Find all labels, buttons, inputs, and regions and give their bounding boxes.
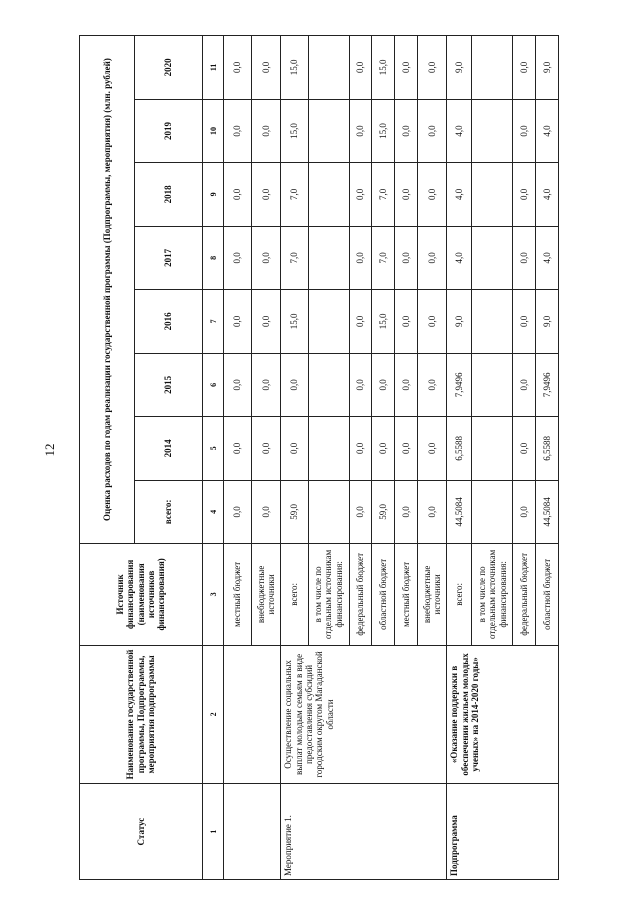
value-cell: 0,0 bbox=[395, 36, 418, 100]
value-cell: 0,0 bbox=[251, 36, 281, 100]
value-cell: 0,0 bbox=[349, 99, 372, 162]
value-cell: 0,0 bbox=[417, 290, 447, 353]
source-cell: всего: bbox=[281, 544, 308, 646]
value-cell: 0,0 bbox=[513, 353, 536, 416]
value-cell: 0,0 bbox=[251, 99, 281, 162]
value-cell bbox=[472, 480, 513, 543]
value-cell: 0,0 bbox=[224, 226, 251, 289]
value-cell: 0,0 bbox=[417, 99, 447, 162]
page-number: 12 bbox=[42, 443, 57, 457]
value-cell: 15,0 bbox=[281, 290, 308, 353]
value-cell: 0,0 bbox=[349, 226, 372, 289]
index-cell: 8 bbox=[202, 226, 224, 289]
table-row bbox=[447, 36, 472, 880]
value-cell: 0,0 bbox=[395, 163, 418, 226]
value-cell: 0,0 bbox=[395, 290, 418, 353]
value-cell: 0,0 bbox=[224, 480, 251, 543]
index-cell: 3 bbox=[202, 544, 224, 646]
value-cell: 0,0 bbox=[513, 36, 536, 100]
value-cell: 15,0 bbox=[281, 36, 308, 100]
value-cell bbox=[308, 226, 349, 289]
value-cell bbox=[472, 36, 513, 100]
value-cell: 15,0 bbox=[372, 99, 395, 162]
value-cell: 4,0 bbox=[536, 163, 559, 226]
value-cell: 4,0 bbox=[536, 99, 559, 162]
value-cell: 0,0 bbox=[349, 480, 372, 543]
value-cell: 7,9496 bbox=[536, 353, 559, 416]
source-cell: внебюджетные источники bbox=[417, 544, 447, 646]
value-cell: 0,0 bbox=[224, 36, 251, 100]
value-cell: 6,5588 bbox=[536, 417, 559, 480]
index-cell: 4 bbox=[202, 480, 224, 543]
value-cell: 0,0 bbox=[513, 226, 536, 289]
value-cell: 0,0 bbox=[395, 417, 418, 480]
source-cell: местный бюджет bbox=[224, 544, 251, 646]
index-row bbox=[202, 36, 224, 880]
value-cell: 0,0 bbox=[224, 163, 251, 226]
value-cell: 0,0 bbox=[224, 417, 251, 480]
rotated-table-container bbox=[79, 35, 559, 880]
value-cell: 7,0 bbox=[281, 163, 308, 226]
value-cell: 0,0 bbox=[251, 163, 281, 226]
value-cell: 59,0 bbox=[372, 480, 395, 543]
value-cell: 0,0 bbox=[349, 290, 372, 353]
value-cell: 0,0 bbox=[513, 99, 536, 162]
value-cell: 0,0 bbox=[349, 36, 372, 100]
value-cell bbox=[308, 353, 349, 416]
value-cell: 0,0 bbox=[349, 163, 372, 226]
header-year-2018: 2018 bbox=[134, 163, 202, 226]
value-cell: 9,0 bbox=[447, 290, 472, 353]
value-cell bbox=[308, 163, 349, 226]
source-cell: федеральный бюджет bbox=[349, 544, 372, 646]
value-cell: 0,0 bbox=[224, 290, 251, 353]
value-cell: 15,0 bbox=[372, 290, 395, 353]
value-cell: 59,0 bbox=[281, 480, 308, 543]
value-cell: 15,0 bbox=[372, 36, 395, 100]
value-cell: 0,0 bbox=[417, 480, 447, 543]
source-cell: федеральный бюджет bbox=[513, 544, 536, 646]
header-estimate: Оценка расходов по годам реализации государственной программы (Подпрограммы, мероприятия) (млн. рублей) bbox=[80, 36, 135, 544]
value-cell: 4,0 bbox=[447, 99, 472, 162]
value-cell: 7,0 bbox=[372, 163, 395, 226]
value-cell bbox=[472, 163, 513, 226]
header-year-2017: 2017 bbox=[134, 226, 202, 289]
value-cell: 0,0 bbox=[417, 417, 447, 480]
source-cell: в том числе по отдельным источникам финансирования: bbox=[308, 544, 349, 646]
value-cell: 0,0 bbox=[372, 417, 395, 480]
value-cell: 0,0 bbox=[224, 99, 251, 162]
source-cell: областной бюджет bbox=[372, 544, 395, 646]
value-cell: 0,0 bbox=[251, 226, 281, 289]
header-year-2016: 2016 bbox=[134, 290, 202, 353]
value-cell bbox=[472, 226, 513, 289]
value-cell bbox=[472, 353, 513, 416]
value-cell: 0,0 bbox=[224, 353, 251, 416]
budget-table bbox=[79, 35, 559, 880]
value-cell bbox=[308, 290, 349, 353]
value-cell: 0,0 bbox=[281, 353, 308, 416]
value-cell: 9,0 bbox=[447, 36, 472, 100]
value-cell: 0,0 bbox=[395, 226, 418, 289]
source-cell: местный бюджет bbox=[395, 544, 418, 646]
value-cell: 7,0 bbox=[281, 226, 308, 289]
header-name: Наименование государственной программы, Подпрограммы, мероприятия подпрограммы bbox=[80, 645, 203, 784]
value-cell: 0,0 bbox=[395, 353, 418, 416]
value-cell: 6,5588 bbox=[447, 417, 472, 480]
value-cell: 9,0 bbox=[536, 290, 559, 353]
value-cell bbox=[472, 290, 513, 353]
value-cell bbox=[308, 99, 349, 162]
index-cell: 10 bbox=[202, 99, 224, 162]
source-cell: всего: bbox=[447, 544, 472, 646]
header-year-total: всего: bbox=[134, 480, 202, 543]
name-cell: «Оказание поддержки в обеспечении жильем молодых ученых» на 2014-2020 годы» bbox=[447, 645, 559, 784]
value-cell: 0,0 bbox=[395, 480, 418, 543]
index-cell: 11 bbox=[202, 36, 224, 100]
value-cell: 7,9496 bbox=[447, 353, 472, 416]
value-cell: 0,0 bbox=[395, 99, 418, 162]
value-cell bbox=[472, 99, 513, 162]
header-status: Статус bbox=[80, 784, 203, 880]
value-cell: 0,0 bbox=[251, 480, 281, 543]
value-cell: 15,0 bbox=[281, 99, 308, 162]
status-cell: Подпрограмма bbox=[447, 784, 559, 880]
index-cell: 5 bbox=[202, 417, 224, 480]
value-cell bbox=[308, 480, 349, 543]
index-cell: 2 bbox=[202, 645, 224, 784]
value-cell: 0,0 bbox=[513, 417, 536, 480]
value-cell: 0,0 bbox=[349, 417, 372, 480]
source-cell: в том числе по отдельным источникам финансирования: bbox=[472, 544, 513, 646]
index-cell: 7 bbox=[202, 290, 224, 353]
value-cell: 0,0 bbox=[417, 163, 447, 226]
table-row bbox=[281, 36, 308, 880]
value-cell: 0,0 bbox=[417, 353, 447, 416]
value-cell: 7,0 bbox=[372, 226, 395, 289]
header-source: Источник финансирования (наименования источников финансирования) bbox=[80, 544, 203, 646]
value-cell bbox=[308, 36, 349, 100]
status-cell bbox=[224, 784, 281, 880]
table-row bbox=[224, 36, 251, 880]
value-cell: 44,5084 bbox=[536, 480, 559, 543]
name-cell: Осуществление социальных выплат молодым семьям в виде предоставления субсидий городским округом Магаданской области bbox=[281, 645, 447, 784]
index-cell: 6 bbox=[202, 353, 224, 416]
status-cell: Мероприятие 1. bbox=[281, 784, 447, 880]
index-cell: 9 bbox=[202, 163, 224, 226]
value-cell: 0,0 bbox=[251, 290, 281, 353]
value-cell: 4,0 bbox=[536, 226, 559, 289]
value-cell: 0,0 bbox=[513, 290, 536, 353]
value-cell: 0,0 bbox=[417, 36, 447, 100]
value-cell: 0,0 bbox=[417, 226, 447, 289]
source-cell: внебюджетные источники bbox=[251, 544, 281, 646]
value-cell: 0,0 bbox=[513, 480, 536, 543]
value-cell: 0,0 bbox=[281, 417, 308, 480]
value-cell: 0,0 bbox=[372, 353, 395, 416]
value-cell: 4,0 bbox=[447, 163, 472, 226]
value-cell: 0,0 bbox=[349, 353, 372, 416]
value-cell: 0,0 bbox=[251, 417, 281, 480]
index-cell: 1 bbox=[202, 784, 224, 880]
header-year-2019: 2019 bbox=[134, 99, 202, 162]
value-cell: 0,0 bbox=[251, 353, 281, 416]
value-cell: 0,0 bbox=[513, 163, 536, 226]
name-cell bbox=[224, 645, 281, 784]
value-cell bbox=[308, 417, 349, 480]
header-year-2014: 2014 bbox=[134, 417, 202, 480]
value-cell bbox=[472, 417, 513, 480]
value-cell: 44,5084 bbox=[447, 480, 472, 543]
header-year-2020: 2020 bbox=[134, 36, 202, 100]
header-year-2015: 2015 bbox=[134, 353, 202, 416]
source-cell: областной бюджет bbox=[536, 544, 559, 646]
value-cell: 4,0 bbox=[447, 226, 472, 289]
value-cell: 9,0 bbox=[536, 36, 559, 100]
